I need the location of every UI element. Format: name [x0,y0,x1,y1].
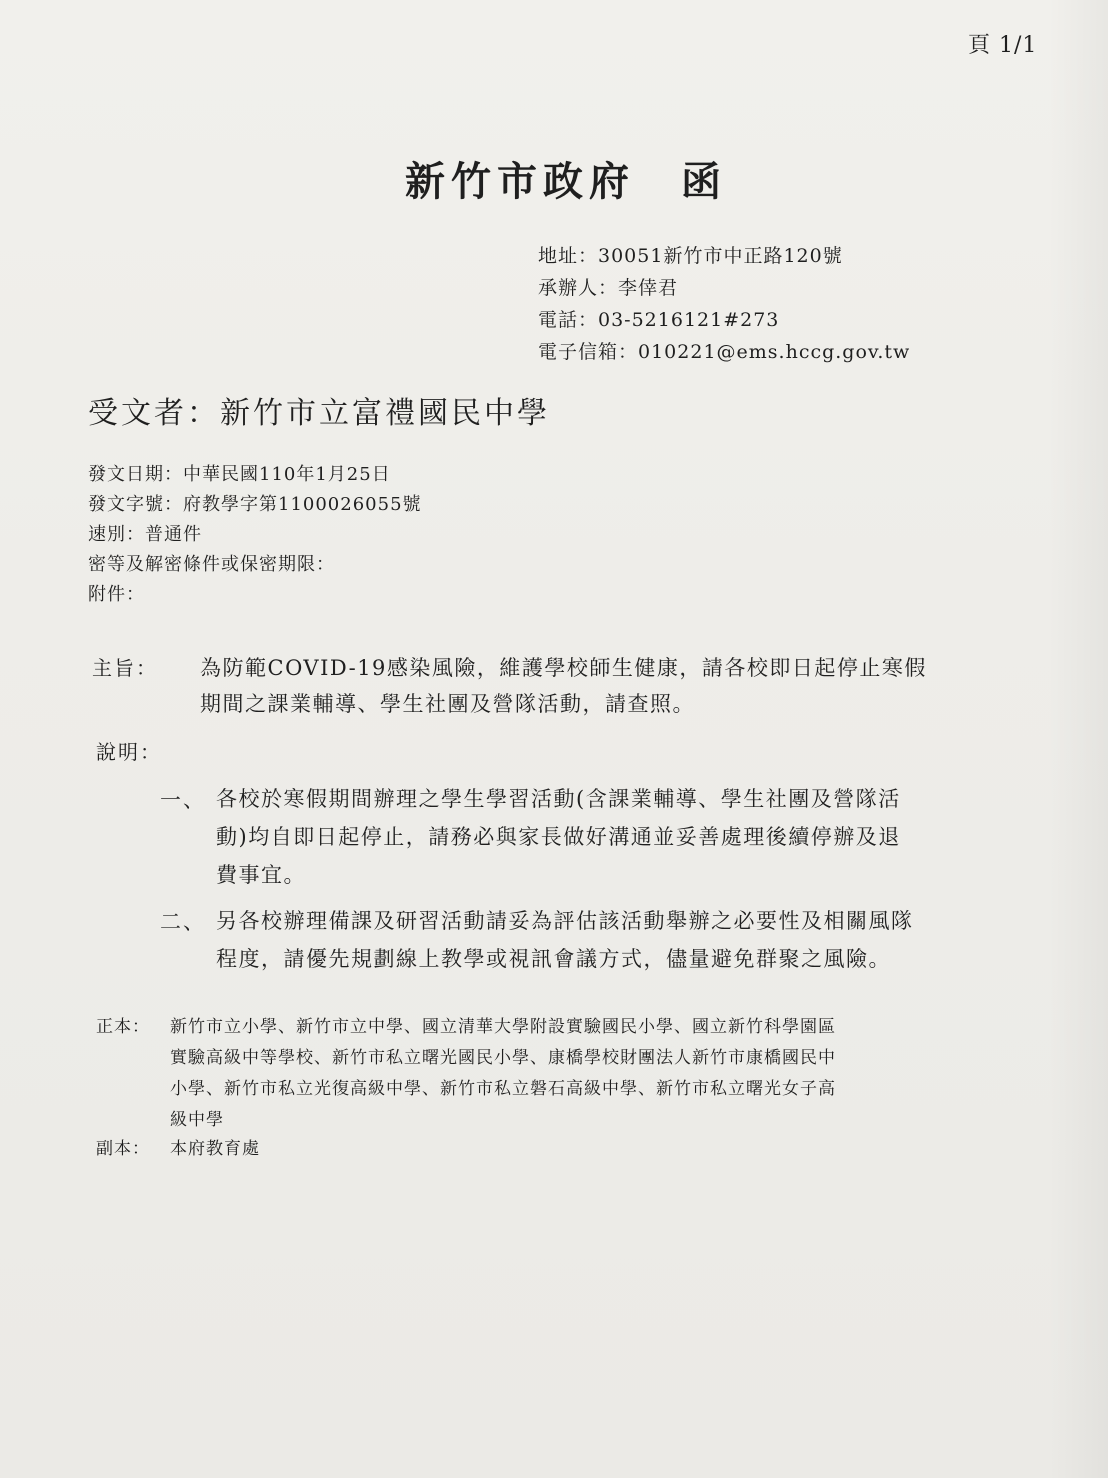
subject-line: 期間之課業輔導、學生社團及營隊活動，請查照。 [200,692,695,716]
explanation-item-marker: 一、 [160,788,206,812]
phone-line: 電話：03-5216121#273 [538,309,780,331]
email-line: 電子信箱：010221@ems.hccg.gov.tw [538,341,911,363]
contact-block [538,240,910,368]
explanation-line: 程度，請優先規劃線上教學或視訊會議方式，儘量避免群聚之風險。 [216,947,891,971]
delivery-speed: 速別：普通件 [88,524,202,545]
explanation-item-text [216,780,901,894]
main-recipients-label: 正本： [96,1017,150,1037]
issue-date: 發文日期：中華民國110年1月25日 [88,464,391,485]
recipients-line: 小學、新竹市私立光復高級中學、新竹市私立磐石高級中學、新竹市私立曙光女子高 [170,1079,836,1099]
recipients-line: 新竹市立小學、新竹市立中學、國立清華大學附設實驗國民小學、國立新竹科學園區 [170,1017,836,1037]
document-title: 新竹市政府 函 [405,158,727,205]
handler-line: 承辦人：李倖君 [538,277,679,299]
main-recipients-list [170,1012,836,1136]
recipient-heading: 受文者：新竹市立富禮國民中學 [88,396,550,431]
copy-recipients-label: 副本： [96,1139,150,1159]
document-meta [88,460,422,610]
subject-line: 為防範COVID-19感染風險，維護學校師生健康，請各校即日起停止寒假 [200,656,927,680]
paper-shadow [1048,0,1108,1478]
recipients-line: 級中學 [170,1110,224,1130]
explanation-line: 另各校辦理備課及研習活動請妥為評估該活動舉辦之必要性及相關風隊 [216,909,914,933]
explanation-item-text [216,902,914,978]
recipients-line: 實驗高級中等學校、新竹市私立曙光國民小學、康橋學校財團法人新竹市康橋國民中 [170,1048,836,1068]
explanation-label: 說明： [96,740,162,764]
copy-recipients-text: 本府教育處 [170,1139,260,1159]
subject-text [200,650,927,722]
page-number: 頁 1/1 [968,33,1038,58]
subject-label: 主旨： [92,656,158,680]
secrecy-level: 密等及解密條件或保密期限： [88,554,335,575]
explanation-item-marker: 二、 [160,910,206,934]
attachment-line: 附件： [88,584,145,605]
explanation-line: 動)均自即日起停止，請務必與家長做好溝通並妥善處理後續停辦及退 [216,825,901,849]
issue-number: 發文字號：府教學字第1100026055號 [88,494,422,515]
address-line: 地址：30051新竹市中正路120號 [538,245,843,267]
explanation-line: 費事宜。 [216,863,306,887]
explanation-line: 各校於寒假期間辦理之學生學習活動(含課業輔導、學生社團及營隊活 [216,787,901,811]
